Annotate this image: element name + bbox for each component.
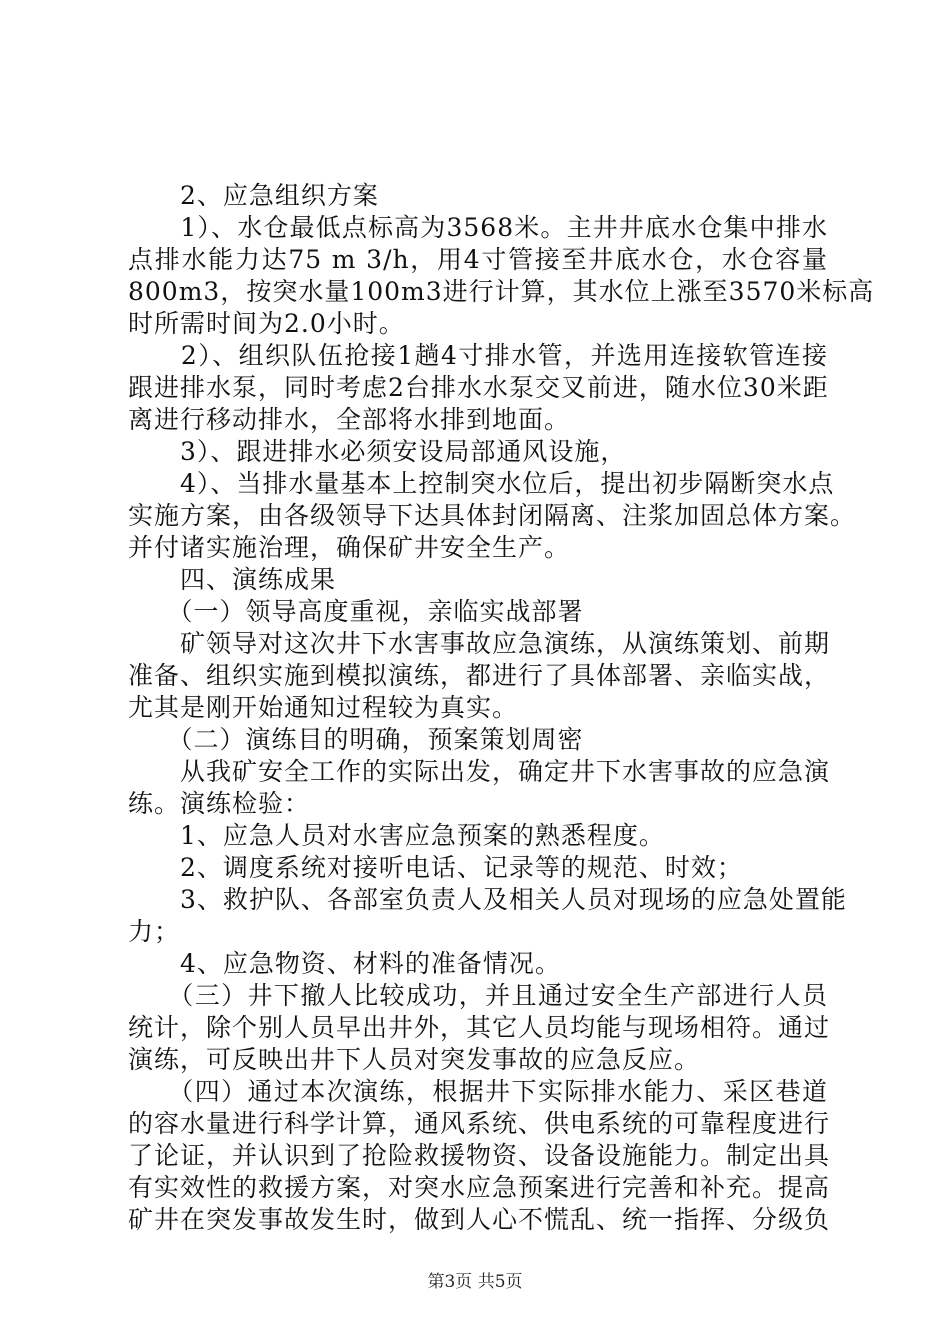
text-line: 并付诸实施治理，确保矿井安全生产。 (128, 533, 571, 562)
text-line: 实施方案，由各级领导下达具体封闭隔离、注浆加固总体方案。 (128, 501, 857, 530)
text-line: 尤其是刚开始通知过程较为真实。 (128, 693, 519, 722)
text-line: 练。演练检验： (128, 789, 311, 818)
text-line: 统计，除个别人员早出井外，其它人员均能与现场相符。通过 (128, 1013, 831, 1042)
text-line: 点排水能力达75 m 3/h，用4寸管接至井底水仓，水仓容量 (128, 245, 828, 274)
list-item: 3、救护队、各部室负责人及相关人员对现场的应急处置能 (128, 885, 847, 914)
text-line: 矿领导对这次井下水害事故应急演练，从演练策划、前期 (128, 629, 831, 658)
list-item: 1、应急人员对水害应急预案的熟悉程度。 (128, 821, 665, 850)
text-line: 3）、跟进排水必须安设局部通风设施， (128, 437, 627, 466)
text-line: 矿井在突发事故发生时，做到人心不慌乱、统一指挥、分级负 (128, 1205, 831, 1234)
text-line: 4）、当排水量基本上控制突水位后，提出初步隔断突水点 (128, 469, 835, 498)
text-line: 演练，可反映出井下人员对突发事故的应急反应。 (128, 1045, 701, 1074)
text-line: 了论证，并认识到了抢险救援物资、设备设施能力。制定出具 (128, 1141, 831, 1170)
text-line: 1）、水仓最低点标高为3568米。主井井底水仓集中排水 (128, 213, 828, 242)
text-line: 从我矿安全工作的实际出发，确定井下水害事故的应急演 (128, 757, 831, 786)
subsection-heading: （一）领导高度重视，亲临实战部署 (128, 597, 584, 626)
text-line: 离进行移动排水，全部将水排到地面。 (128, 405, 571, 434)
list-item: 2、调度系统对接听电话、记录等的规范、时效； (128, 853, 743, 882)
text-line: 时所需时间为2.0小时。 (128, 309, 405, 338)
text-line: （三）井下撤人比较成功，并且通过安全生产部进行人员 (128, 981, 828, 1010)
list-item: 4、应急物资、材料的准备情况。 (128, 949, 561, 978)
page-number: 第3页 共5页 (427, 1272, 523, 1292)
text-line: 跟进排水泵，同时考虑2台排水水泵交叉前进，随水位30米距 (128, 373, 829, 402)
text-line: 有实效性的救援方案，对突水应急预案进行完善和补充。提高 (128, 1173, 831, 1202)
text-line: 2）、组织队伍抢接1趟4寸排水管，并选用连接软管连接 (128, 341, 828, 370)
subsection-heading: （二）演练目的明确，预案策划周密 (128, 725, 584, 754)
text-line: （四）通过本次演练，根据井下实际排水能力、采区巷道 (128, 1077, 828, 1106)
text-line: 2、应急组织方案 (128, 181, 379, 210)
text-line: 800m3，按突水量100m3进行计算，其水位上涨至3570米标高 (128, 277, 875, 306)
text-line: 准备、组织实施到模拟演练，都进行了具体部署、亲临实战， (128, 661, 831, 690)
text-line: 的容水量进行科学计算，通风系统、供电系统的可靠程度进行 (128, 1109, 831, 1138)
section-heading: 四、演练成果 (128, 565, 337, 594)
text-line: 力； (128, 917, 181, 946)
